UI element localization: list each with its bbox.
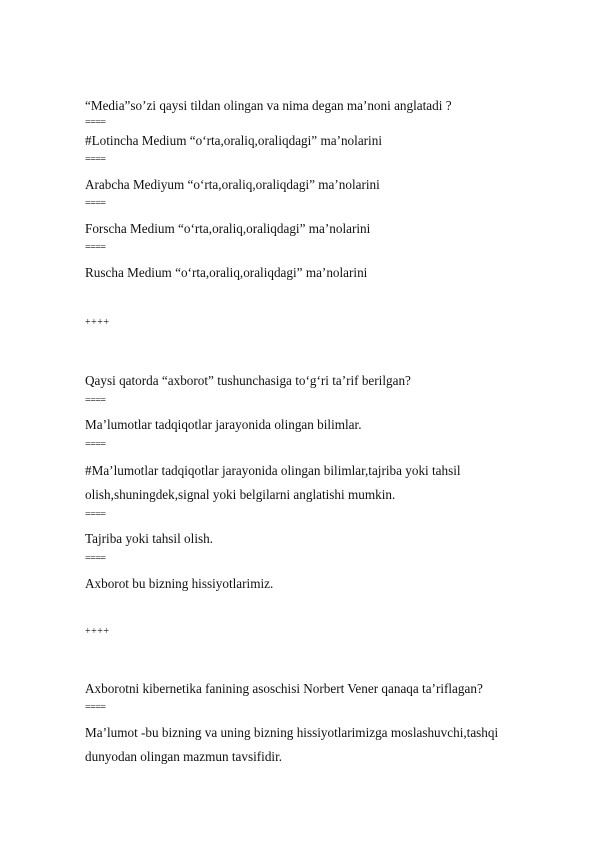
separator: ==== bbox=[85, 117, 106, 128]
question-2: Qaysi qatorda “axborot” tushunchasiga to‘g‘ri ta’rif berilgan? bbox=[85, 373, 411, 388]
answer-1-4: Ruscha Medium “o‘rta,oraliq,oraliqdagi” ma’nolarini bbox=[85, 265, 368, 280]
answer-2-1: Ma’lumotlar tadqiqotlar jarayonida olingan bilimlar. bbox=[85, 417, 362, 432]
answer-3-1: Ma’lumot -bu bizning va uning bizning hissiyotlarimizga moslashuvchi,tashqi bbox=[85, 725, 499, 740]
separator: ==== bbox=[85, 242, 106, 253]
separator: ==== bbox=[85, 154, 106, 165]
answer-2-2-continued: olish,shuningdek,signal yoki belgilarni anglatishi mumkin. bbox=[85, 487, 396, 502]
answer-2-3: Tajriba yoki tahsil olish. bbox=[85, 531, 214, 546]
separator: ==== bbox=[85, 395, 106, 406]
end-marker: ++++ bbox=[85, 626, 110, 637]
answer-2-4: Axborot bu bizning hissiyotlarimiz. bbox=[85, 576, 274, 591]
answer-1-3: Forscha Medium “o‘rta,oraliq,oraliqdagi” ma’nolarini bbox=[85, 221, 371, 236]
answer-3-1-continued: dunyodan olingan mazmun tavsifidir. bbox=[85, 749, 283, 764]
separator: ==== bbox=[85, 439, 106, 450]
separator: ==== bbox=[85, 198, 106, 209]
answer-2-2: #Ma’lumotlar tadqiqotlar jarayonida olingan bilimlar,tajriba yoki tahsil bbox=[85, 463, 461, 478]
answer-1-2: Arabcha Mediyum “o‘rta,oraliq,oraliqdagi” ma’nolarini bbox=[85, 177, 380, 192]
separator: ==== bbox=[85, 509, 106, 520]
question-1: “Media”so’zi qaysi tildan olingan va nima degan ma’noni anglatadi ? bbox=[85, 98, 452, 113]
question-3: Axborotni kibernetika fanining asoschisi Norbert Vener qanaqa ta’riflagan? bbox=[85, 681, 483, 696]
end-marker: ++++ bbox=[85, 317, 110, 328]
separator: ==== bbox=[85, 553, 106, 564]
answer-1-1: #Lotincha Medium “o‘rta,oraliq,oraliqdagi” ma’nolarini bbox=[85, 133, 382, 148]
separator: ==== bbox=[85, 702, 106, 713]
